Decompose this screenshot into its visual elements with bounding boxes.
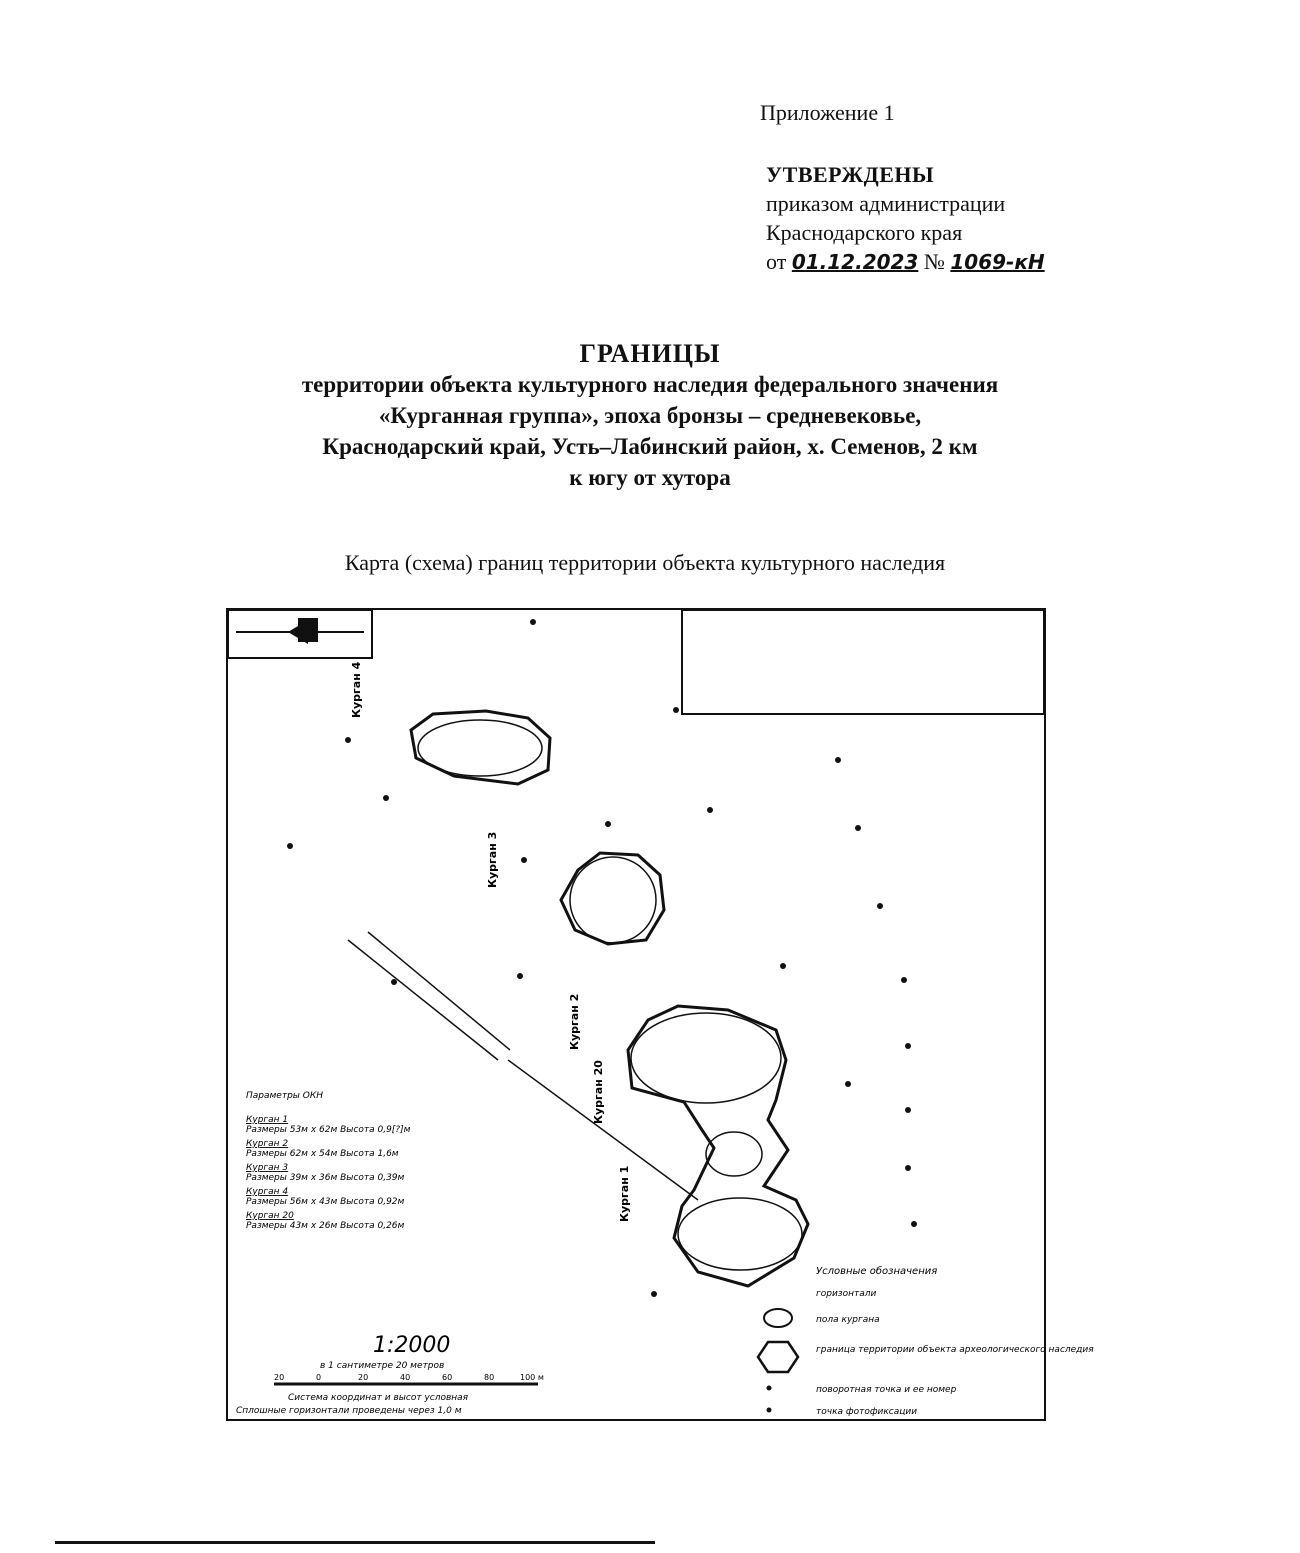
legend-item-4: поворотная точка и ее номер bbox=[816, 1385, 957, 1395]
param-name-1: Курган 1 bbox=[246, 1115, 289, 1125]
document-title bbox=[0, 338, 1300, 493]
survey-points bbox=[287, 619, 917, 1297]
boundary-icon bbox=[758, 1342, 798, 1372]
scale-tick-2: 20 bbox=[358, 1373, 369, 1382]
kurgan-20-label: Курган 20 bbox=[592, 1060, 605, 1124]
scale-tick-6: 100 м bbox=[520, 1373, 544, 1382]
approved-line-2: Краснодарского края bbox=[766, 220, 963, 245]
mound-icon bbox=[764, 1309, 792, 1327]
scale-note: в 1 сантиметре 20 метров bbox=[320, 1361, 445, 1371]
legend-item-1: горизонтали bbox=[816, 1289, 877, 1299]
footer-rule bbox=[55, 1541, 655, 1544]
kurgan-chain-boundary bbox=[628, 1006, 808, 1286]
approval-date-line bbox=[766, 247, 1045, 277]
coord-note: Система координат и высот условная bbox=[288, 1393, 469, 1403]
title-line-3: Краснодарский край, Усть–Лабинский район, х. Семенов, 2 км bbox=[322, 434, 978, 459]
boundary-map bbox=[226, 608, 1094, 1421]
contour-note: Сплошные горизонтали проведены через 1,0 м bbox=[236, 1406, 462, 1416]
photo-point-icon bbox=[767, 1408, 772, 1413]
param-dims-1: Размеры 53м x 62м Высота 0,9[?]м bbox=[246, 1125, 411, 1135]
number-value: 1069-кН bbox=[950, 250, 1045, 274]
scale-tick-5: 80 bbox=[484, 1373, 495, 1382]
number-prefix: № bbox=[923, 249, 945, 274]
scale-tick-0: 20 bbox=[274, 1373, 285, 1382]
title-line-4: к югу от хутора bbox=[569, 465, 731, 490]
scale-tick-3: 40 bbox=[400, 1373, 411, 1382]
param-name-2: Курган 2 bbox=[246, 1139, 289, 1149]
param-name-5: Курган 20 bbox=[246, 1211, 294, 1221]
kurgan-3-boundary bbox=[561, 853, 664, 944]
param-dims-3: Размеры 39м x 36м Высота 0,39м bbox=[246, 1173, 405, 1183]
kurgan-1-label: Курган 1 bbox=[618, 1165, 631, 1222]
road-lines bbox=[348, 932, 698, 1200]
legend-item-3: граница территории объекта археологического наследия bbox=[816, 1345, 1094, 1355]
map-drawing bbox=[228, 610, 1094, 1419]
approved-line-1: приказом администрации bbox=[766, 191, 1006, 216]
legend-title: Условные обозначения bbox=[816, 1266, 938, 1277]
title-line-2: «Курганная группа», эпоха бронзы – средневековье, bbox=[378, 403, 922, 428]
map-caption: Карта (схема) границ территории объекта культурного наследия bbox=[344, 550, 946, 575]
turning-point-icon bbox=[767, 1386, 772, 1391]
title-line-1: территории объекта культурного наследия федерального значения bbox=[301, 372, 999, 397]
param-dims-5: Размеры 43м x 26м Высота 0,26м bbox=[246, 1221, 405, 1231]
legend-item-2: пола кургана bbox=[816, 1315, 880, 1325]
date-value: 01.12.2023 bbox=[791, 250, 919, 274]
kurgan-4-boundary bbox=[411, 711, 550, 784]
param-name-4: Курган 4 bbox=[246, 1187, 289, 1197]
title-frame bbox=[682, 610, 1044, 714]
approved-title: УТВЕРЖДЕНЫ bbox=[766, 162, 935, 187]
scale-block bbox=[236, 1333, 544, 1416]
param-dims-4: Размеры 56м x 43м Высота 0,92м bbox=[246, 1197, 405, 1207]
legend bbox=[758, 1265, 1094, 1417]
approval-block bbox=[766, 160, 1045, 277]
kurgan-2-label: Курган 2 bbox=[568, 993, 581, 1050]
kurgan-3-label: Курган 3 bbox=[486, 831, 499, 888]
scale-tick-1: 0 bbox=[316, 1373, 322, 1382]
scale-tick-4: 60 bbox=[442, 1373, 453, 1382]
params-title: Параметры ОКН bbox=[246, 1091, 324, 1101]
param-dims-2: Размеры 62м x 54м Высота 1,6м bbox=[246, 1149, 399, 1159]
kurgan-4-label: Курган 4 bbox=[350, 661, 363, 718]
north-arrow-icon bbox=[228, 610, 372, 658]
scale-value: 1:2000 bbox=[373, 1333, 451, 1358]
legend-item-5: точка фотофиксации bbox=[816, 1407, 918, 1417]
appendix-label: Приложение 1 bbox=[760, 100, 895, 125]
title-heading: ГРАНИЦЫ bbox=[579, 339, 721, 368]
date-prefix: от bbox=[766, 249, 787, 274]
parameters-block bbox=[246, 1091, 411, 1231]
param-name-3: Курган 3 bbox=[246, 1163, 289, 1173]
